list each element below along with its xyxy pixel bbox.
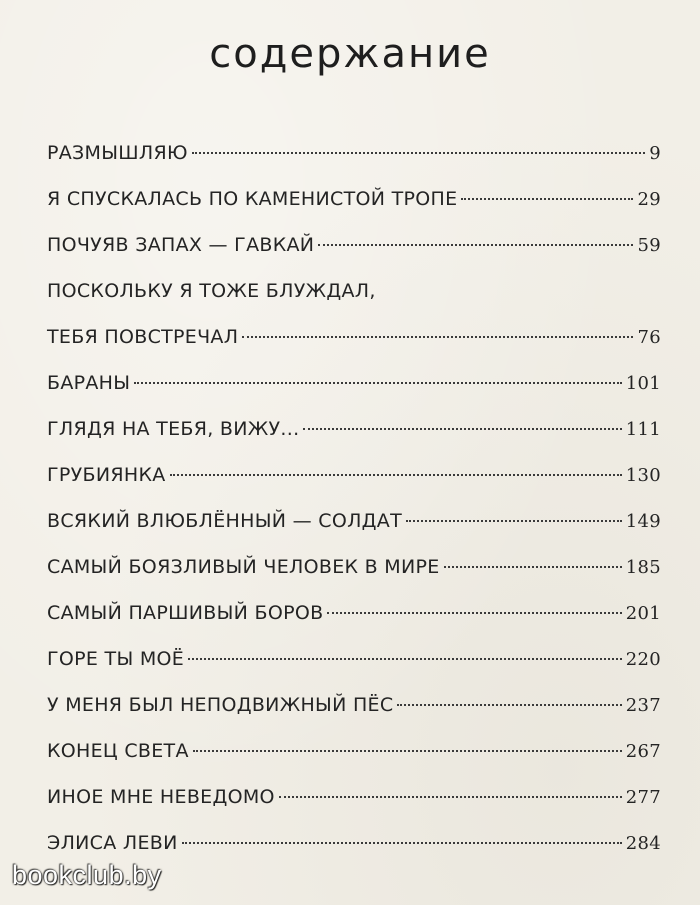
dot-leader: [188, 658, 622, 660]
toc-entry-title: БАРАНЫ: [47, 372, 131, 394]
toc-entry-title: ГОРЕ ТЫ МОЁ: [47, 648, 185, 670]
dot-leader: [170, 474, 622, 476]
toc-entry-page: 149: [625, 511, 661, 532]
toc-entry-page: 220: [625, 649, 661, 670]
toc-entry-page: 284: [625, 833, 661, 854]
toc-entry-title: САМЫЙ БОЯЗЛИВЫЙ ЧЕЛОВЕК В МИРЕ: [47, 556, 440, 578]
toc-entry-title: САМЫЙ ПАРШИВЫЙ БОРОВ: [47, 602, 324, 624]
toc-entry-page: 185: [625, 557, 661, 578]
watermark: bookclub.by: [12, 860, 162, 890]
dot-leader: [397, 704, 621, 706]
dot-leader: [242, 336, 633, 338]
toc-entry-page: 76: [637, 327, 661, 348]
toc-entry-page: 130: [625, 465, 661, 486]
toc-entry: [47, 176, 661, 222]
dot-leader: [444, 566, 622, 568]
toc-entry-page: 237: [625, 695, 661, 716]
toc-entry: [47, 406, 661, 452]
table-of-contents: [47, 130, 661, 866]
toc-entry-title: Я СПУСКАЛАСЬ ПО КАМЕНИСТОЙ ТРОПЕ: [47, 188, 458, 210]
toc-entry: [47, 360, 661, 406]
dot-leader: [318, 244, 633, 246]
page-title: содержание: [209, 31, 491, 77]
toc-entry: [47, 222, 661, 268]
toc-entry-page: 59: [637, 235, 661, 256]
dot-leader: [406, 520, 622, 522]
toc-entry-title-line1: ПОСКОЛЬКУ Я ТОЖЕ БЛУЖДАЛ,: [47, 280, 376, 302]
toc-entry: [47, 774, 661, 820]
toc-entry-title: ЭЛИСА ЛЕВИ: [47, 832, 178, 854]
toc-entry-page: 9: [649, 143, 661, 164]
toc-entry-title: У МЕНЯ БЫЛ НЕПОДВИЖНЫЙ ПЁС: [47, 694, 394, 716]
dot-leader: [182, 842, 622, 844]
toc-entry-page: 111: [625, 419, 661, 440]
dot-leader: [327, 612, 621, 614]
toc-entry: [47, 636, 661, 682]
dot-leader: [461, 198, 633, 200]
toc-entry: [47, 590, 661, 636]
toc-entry: [47, 682, 661, 728]
dot-leader: [303, 428, 621, 430]
toc-entry: [47, 268, 661, 360]
dot-leader: [279, 796, 622, 798]
toc-entry-title: ГРУБИЯНКА: [47, 464, 166, 486]
dot-leader: [134, 382, 621, 384]
toc-entry-title: ИНОЕ МНЕ НЕВЕДОМО: [47, 786, 275, 808]
toc-entry: [47, 498, 661, 544]
toc-entry-page: 201: [625, 603, 661, 624]
dot-leader: [192, 152, 645, 154]
toc-entry-title: ГЛЯДЯ НА ТЕБЯ, ВИЖУ...: [47, 418, 300, 440]
toc-entry: [47, 544, 661, 590]
toc-entry-line2: [47, 314, 661, 360]
toc-entry-page: 29: [637, 189, 661, 210]
toc-entry-title: РАЗМЫШЛЯЮ: [47, 142, 188, 164]
dot-leader: [193, 750, 622, 752]
toc-entry: [47, 452, 661, 498]
toc-entry-page: 277: [625, 787, 661, 808]
toc-entry-title: ПОЧУЯВ ЗАПАХ — ГАВКАЙ: [47, 234, 315, 256]
toc-entry-page: 101: [625, 373, 661, 394]
toc-entry: [47, 728, 661, 774]
toc-entry-title: КОНЕЦ СВЕТА: [47, 740, 189, 762]
toc-entry-title-line2: ТЕБЯ ПОВСТРЕЧАЛ: [47, 326, 239, 348]
toc-entry-title: ВСЯКИЙ ВЛЮБЛЁННЫЙ — СОЛДАТ: [47, 510, 403, 532]
toc-entry: [47, 130, 661, 176]
toc-entry-page: 267: [625, 741, 661, 762]
